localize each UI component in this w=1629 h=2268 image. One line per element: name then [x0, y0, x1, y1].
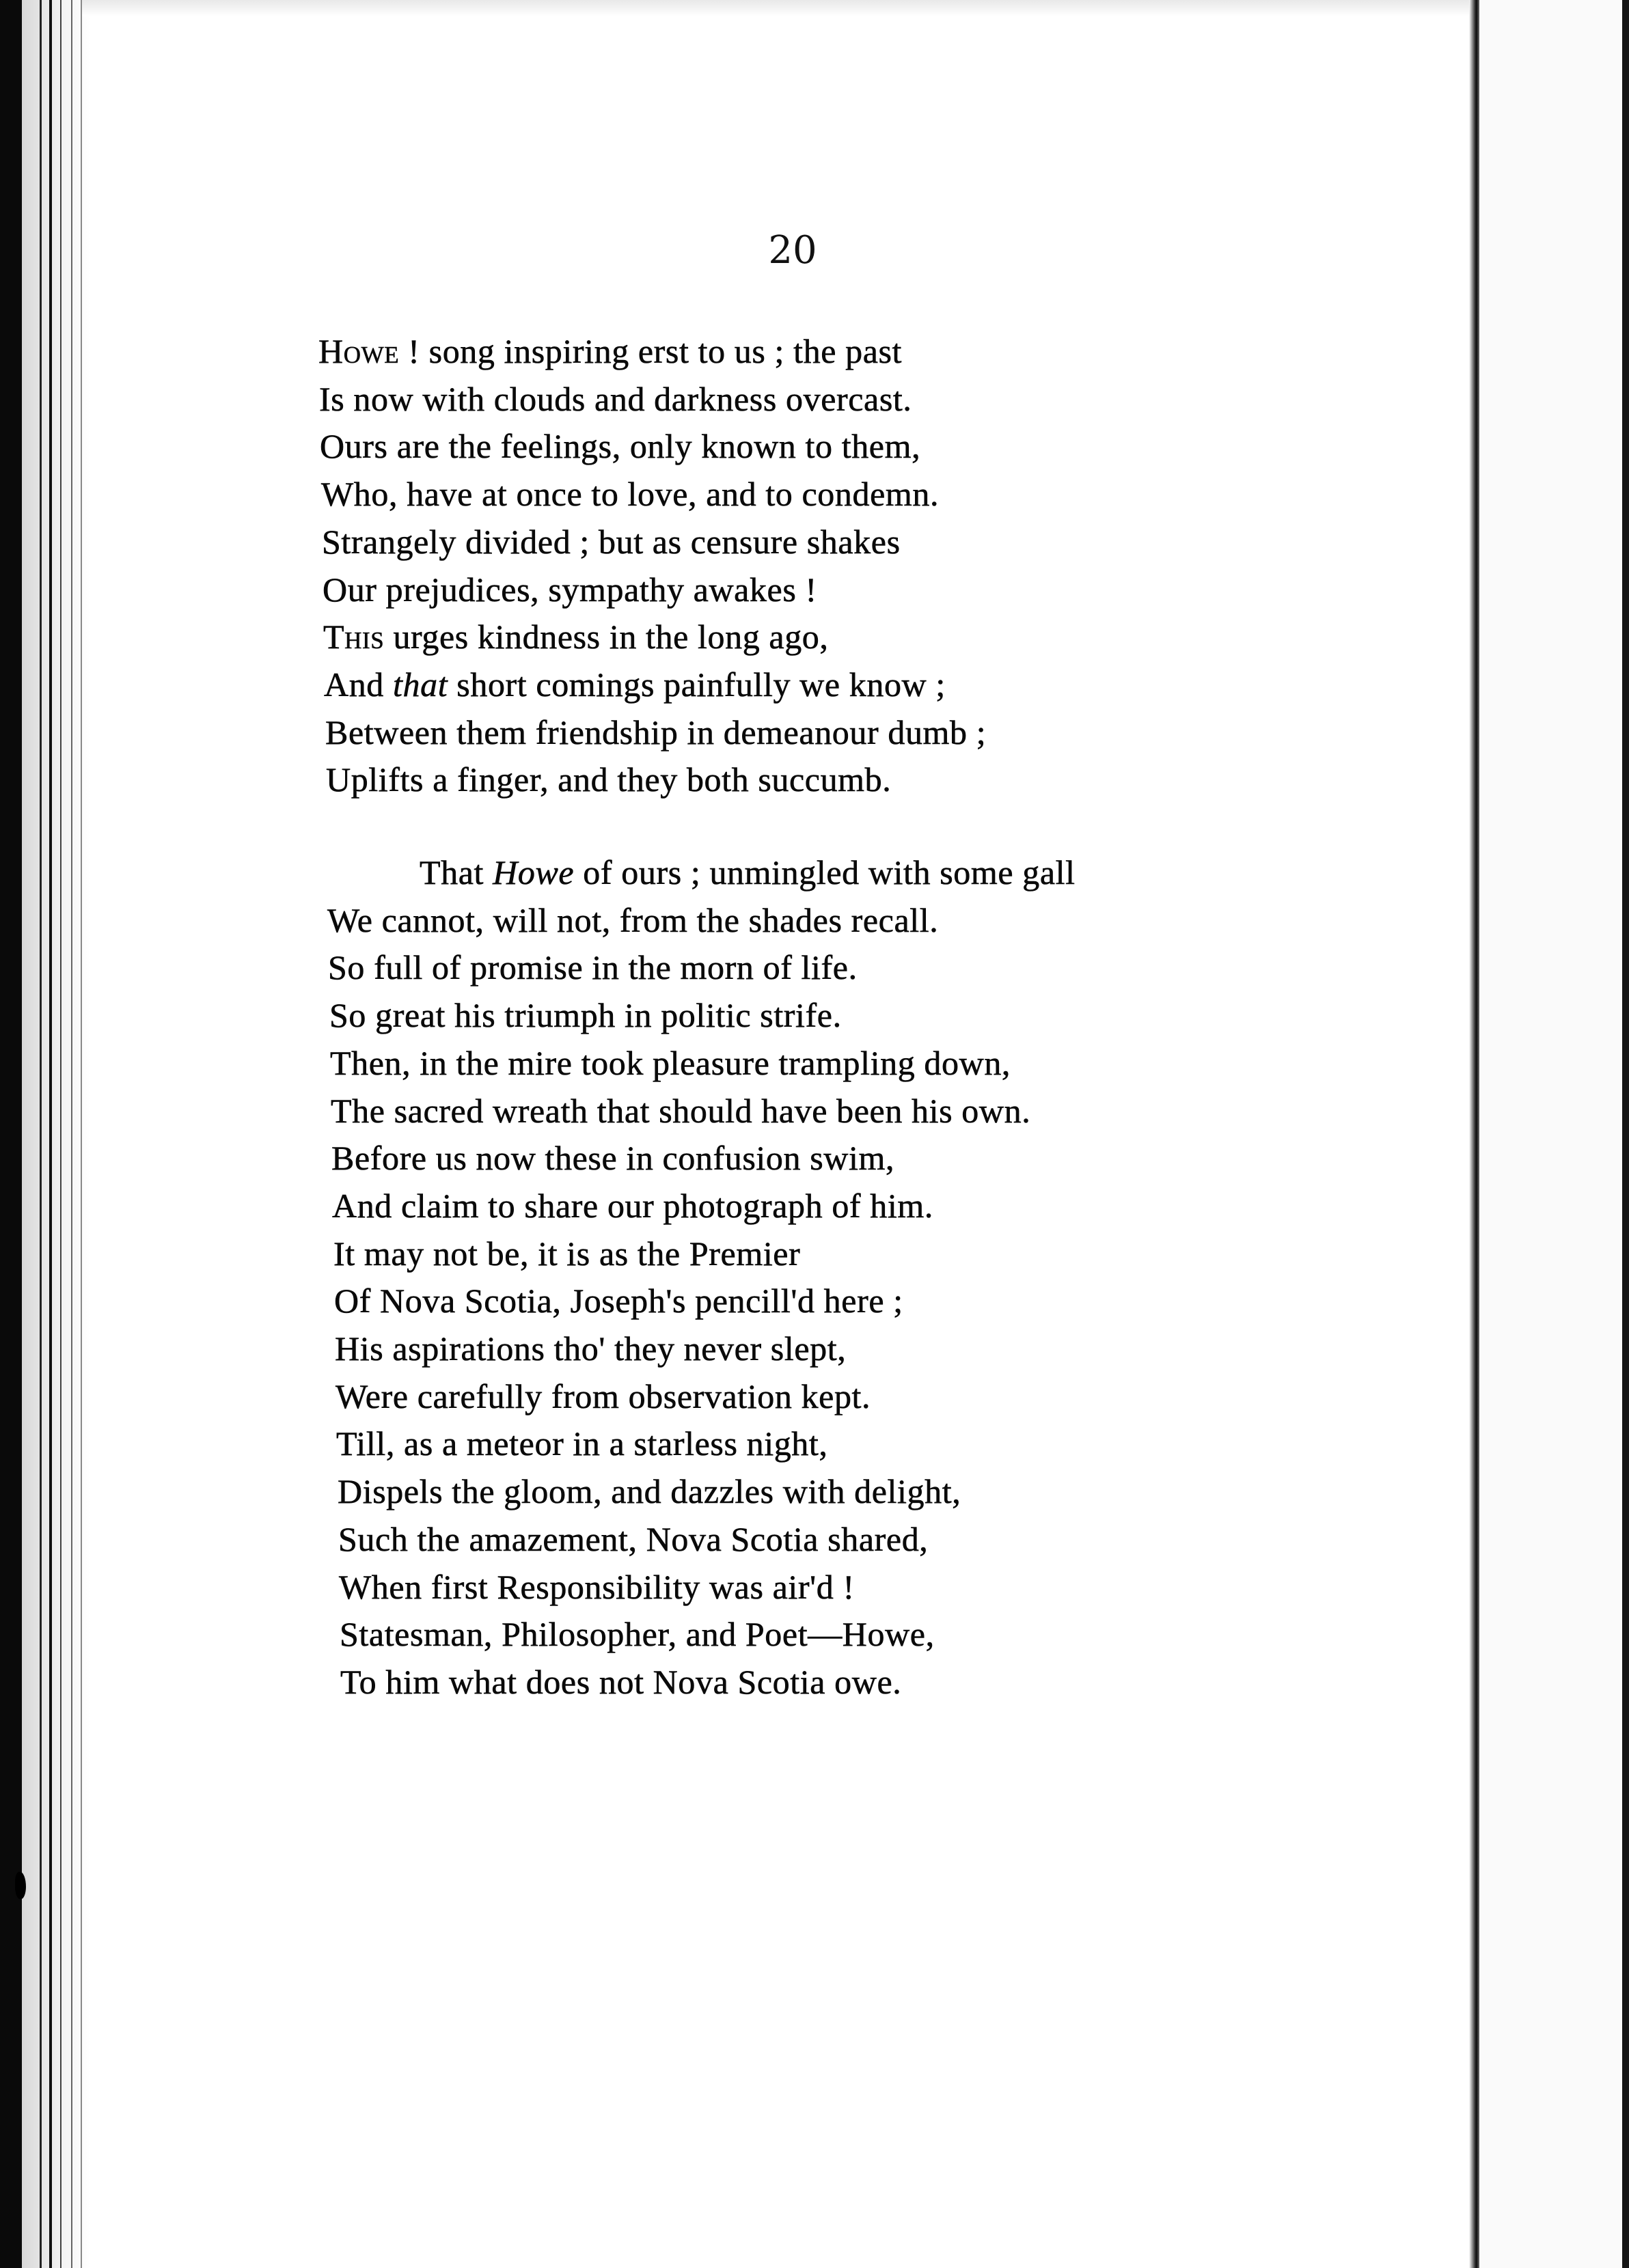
page-edge-line — [49, 0, 52, 2268]
poem-line: When first Responsibility was air'd ! — [339, 1567, 855, 1606]
poem-line: Uplifts a finger, and they both succumb. — [326, 760, 892, 799]
poem-line: His aspirations tho' they never slept, — [335, 1329, 847, 1368]
poem-line: The sacred wreath that should have been his own. — [331, 1091, 1031, 1130]
page-edge-line — [71, 0, 72, 2268]
page-number: 20 — [768, 228, 817, 273]
poem-line: Of Nova Scotia, Joseph's pencill'd here ; — [334, 1282, 903, 1320]
page-edge-line — [81, 0, 82, 2268]
poem-line: Were carefully from observation kept. — [336, 1377, 871, 1415]
top-page-shadow — [82, 0, 1469, 16]
poem-line: We cannot, will not, from the shades recall. — [327, 900, 939, 939]
right-page-edge — [1622, 0, 1629, 2268]
poem-text — [318, 328, 1425, 1706]
small-caps-word: Howe — [318, 332, 400, 370]
italic-word: that — [393, 665, 448, 704]
italic-word: Howe — [493, 853, 575, 892]
poem-line: Howe ! song inspiring erst to us ; the past — [318, 332, 903, 370]
poem-line: Till, as a meteor in a starless night, — [336, 1424, 828, 1463]
poem-line: Is now with clouds and darkness overcast. — [319, 379, 912, 418]
poem-line: And claim to share our photograph of him. — [332, 1186, 933, 1225]
page-edge-line — [40, 0, 42, 2268]
poem-line: Between them friendship in demeanour dumb ; — [325, 713, 987, 751]
poem-line: Before us now these in confusion swim, — [331, 1139, 895, 1178]
book-spine-edge — [0, 0, 22, 2268]
ink-blot — [15, 1872, 26, 1899]
poem-line: Statesman, Philosopher, and Poet—Howe, — [340, 1615, 935, 1654]
poem-line: So full of promise in the morn of life. — [328, 948, 858, 987]
poem-line: Strangely divided ; but as censure shakes — [322, 522, 901, 561]
facing-page — [1479, 0, 1629, 2268]
stanza-2 — [318, 849, 1425, 1706]
stanza-break — [318, 804, 1425, 849]
poem-line: This urges kindness in the long ago, — [323, 618, 829, 656]
poem-line: Ours are the feelings, only known to them, — [320, 427, 921, 466]
stanza-1 — [318, 328, 1425, 804]
poem-line: That Howe of ours ; unmingled with some gall — [420, 853, 1076, 892]
page-edge-line — [60, 0, 61, 2268]
poem-line: Our prejudices, sympathy awakes ! — [323, 570, 817, 609]
small-caps-word: This — [323, 618, 385, 656]
poem-line: And that short comings painfully we know ; — [324, 665, 946, 704]
poem-line: Then, in the mire took pleasure trampling down, — [330, 1043, 1011, 1082]
poem-line: Who, have at once to love, and to condemn. — [321, 475, 940, 514]
poem-line: Dispels the gloom, and dazzles with delight, — [338, 1472, 961, 1511]
page-edge-shadow — [22, 0, 90, 2268]
poem-line: It may not be, it is as the Premier — [333, 1234, 801, 1273]
poem-line: Such the amazement, Nova Scotia shared, — [338, 1519, 929, 1558]
poem-line: So great his triumph in politic strife. — [329, 996, 842, 1035]
poem-line: To him what does not Nova Scotia owe. — [340, 1662, 902, 1701]
